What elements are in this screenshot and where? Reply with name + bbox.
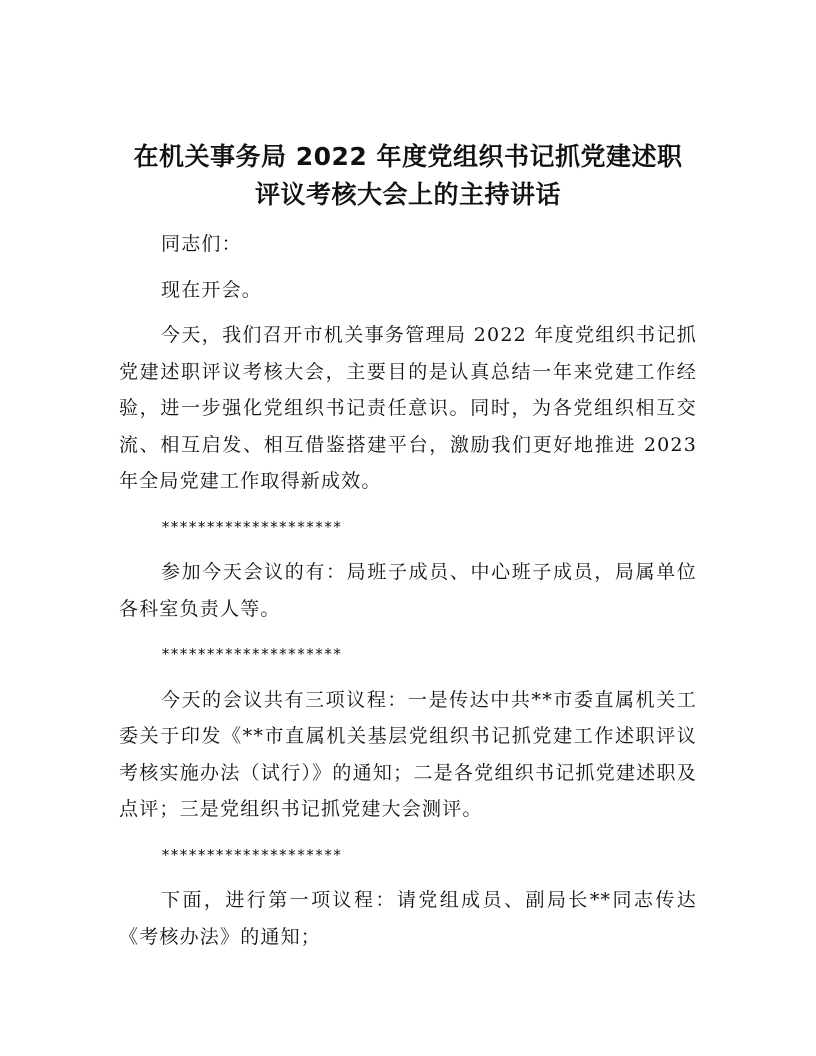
title-line-1: 在机关事务局 2022 年度党组织书记抓党建述职 bbox=[133, 142, 683, 171]
opening-paragraph: 现在开会。 bbox=[161, 278, 263, 301]
salutation-paragraph: 同志们： bbox=[161, 233, 242, 255]
separator-line: ******************** bbox=[161, 517, 342, 536]
document-title bbox=[100, 138, 716, 214]
separator-line: ******************** bbox=[161, 845, 342, 864]
document-body bbox=[119, 226, 697, 964]
separator-line: ******************** bbox=[161, 645, 342, 663]
attendees-paragraph: 参加今天会议的有：局班子成员、中心班子成员，局属单位各科室负责人等。 bbox=[119, 561, 697, 620]
first-item-paragraph: 下面，进行第一项议程：请党组成员、副局长**同志传达《考核办法》的通知； bbox=[119, 889, 697, 948]
agenda-paragraph: 今天的会议共有三项议程：一是传达中共**市委直属机关工委关于印发《**市直属机关基层党组织书记抓党建工作述职评议考核实施办法（试行）》的通知；二是各党组织书记抓党建述职及点评；三是党组织书记抓党建大会测评。 bbox=[119, 688, 697, 820]
title-line-2: 评议考核大会上的主持讲话 bbox=[254, 180, 561, 209]
purpose-paragraph: 今天，我们召开市机关事务管理局 2022 年度党组织书记抓党建述职评议考核大会，主要目的是认真总结一年来党建工作经验，进一步强化党组织书记责任意识。同时，为各党组织相互交流、相互启发、相互借鉴搭建平台，激励我们更好地推进 2023 年全局党建工作取得新成效。 bbox=[119, 324, 697, 492]
